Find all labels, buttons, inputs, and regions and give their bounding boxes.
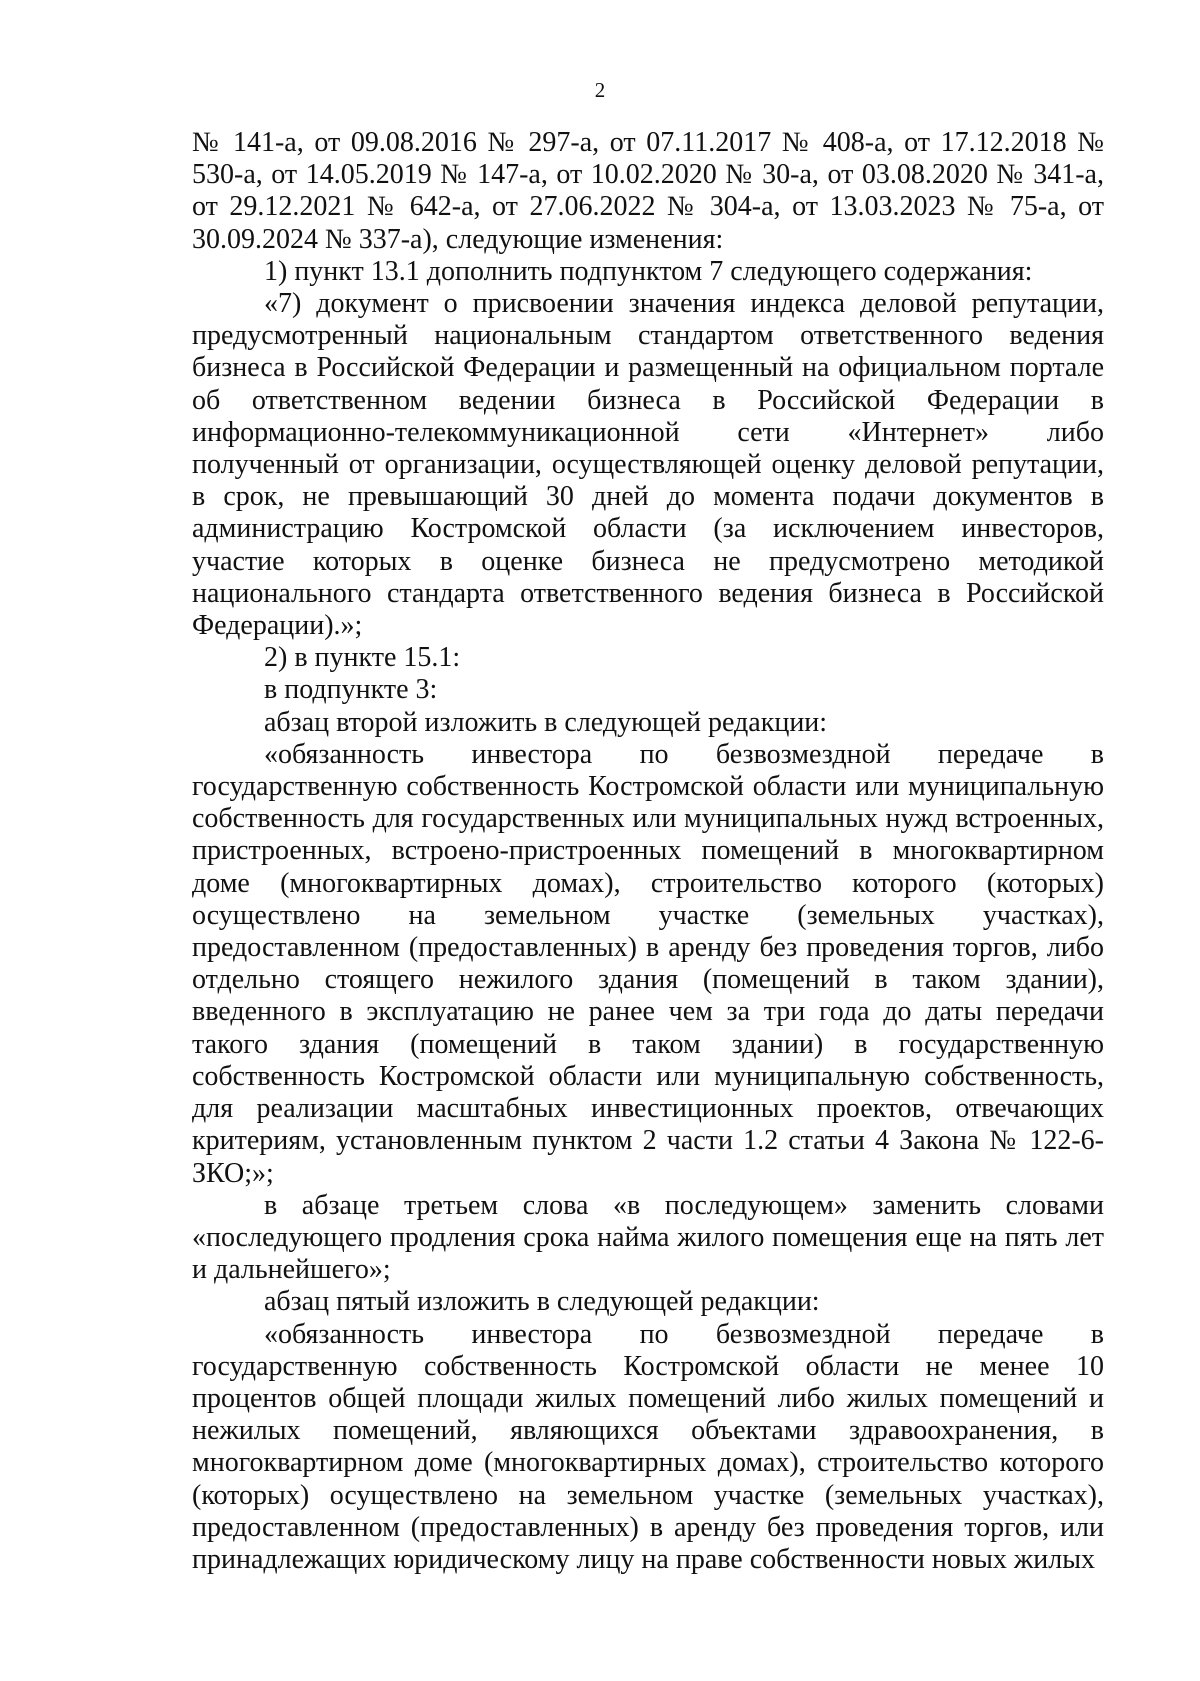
paragraph-3: «7) документ о присвоении значения индекса деловой репутации, предусмотренный национальным стандартом ответственного ведения бизнеса в Российской Федерации и размещенный на официальном портале об ответственном ведении бизнеса в Российской Федерации в информационно-телекоммуникационной сети «Интернет» либо полученный от организации, осуществляющей оценку деловой репутации, в срок, не превышающий 30 дней до момента подачи документов в администрацию Костромской области (за исключением инвесторов, участие которых в оценке бизнеса не предусмотрено методикой национального стандарта ответственного ведения бизнеса в Российской Федерации).»;	[192, 288, 1104, 642]
paragraph-5: в подпункте 3:	[264, 674, 438, 706]
paragraph-8: в абзаце третьем слова «в последующем» заменить словами «последующего продления срока найма жилого помещения еще на пять лет и дальнейшего»;	[192, 1189, 1104, 1286]
paragraph-9: абзац пятый изложить в следующей редакции:	[264, 1286, 820, 1318]
paragraph-1: № 141-а, от 09.08.2016 № 297-а, от 07.11.2017 № 408-а, от 17.12.2018 № 530-а, от 14.05.2019 № 147-а, от 10.02.2020 № 30-а, от 03.08.2020 № 341-а, от 29.12.2021 № 642-а, от 27.06.2022 № 304-а, от 13.03.2023 № 75-а, от 30.09.2024 № 337-а), следующие изменения:	[192, 127, 1104, 255]
paragraph-6: абзац второй изложить в следующей редакции:	[264, 706, 828, 738]
paragraph-7: «обязанность инвестора по безвозмездной передаче в государственную собственность Костромской области или муниципальную собственность для государственных или муниципальных нужд встроенных, пристроенных, встроено-пристроенных помещений в многоквартирном доме (многоквартирных домах), строительство которого (которых) осуществлено на земельном участке (земельных участках), предоставленном (предоставленных) в аренду без проведения торгов, либо отдельно стоящего нежилого здания (помещений в таком здании), введенного в эксплуатацию не ранее чем за три года до даты передачи такого здания (помещений в таком здании) в государственную собственность Костромской области или муниципальную собственность, для реализации масштабных инвестиционных проектов, отвечающих критериям, установленным пунктом 2 части 1.2 статьи 4 Закона № 122-6-ЗКО;»;	[192, 738, 1104, 1189]
paragraph-4: 2) в пункте 15.1:	[264, 642, 461, 674]
paragraph-2: 1) пункт 13.1 дополнить подпунктом 7 следующего содержания:	[264, 255, 1033, 287]
document-body	[192, 127, 1104, 1576]
page-number: 2	[594, 78, 606, 102]
paragraph-10: «обязанность инвестора по безвозмездной передаче в государственную собственность Костромской области не менее 10 процентов общей площади жилых помещений либо жилых помещений и нежилых помещений, являющихся объектами здравоохранения, в многоквартирном доме (многоквартирных домах), строительство которого (которых) осуществлено на земельном участке (земельных участках), предоставленном (предоставленных) в аренду без проведения торгов, или принадлежащих юридическому лицу на праве собственности новых жилых	[192, 1318, 1104, 1575]
